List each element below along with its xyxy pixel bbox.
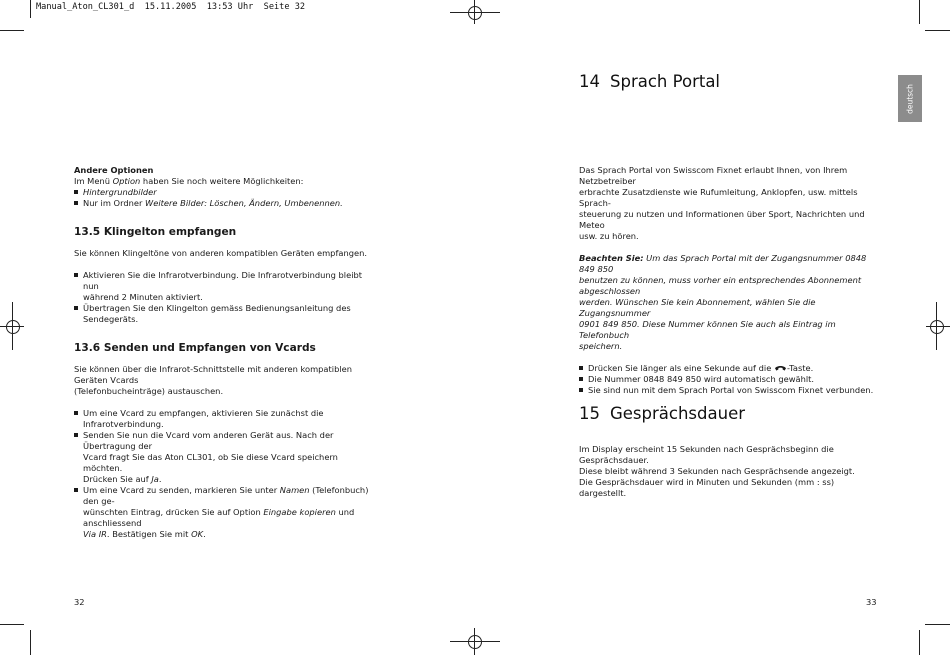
- list-item: Nur im Ordner Weitere Bilder: Löschen, Ändern, Umbenennen.: [74, 198, 379, 209]
- registration-line: [926, 326, 950, 327]
- right-page: [579, 165, 879, 396]
- list-item: Um eine Vcard zu senden, markieren Sie unter Namen (Telefonbuch) den ge- wünschten Eintrag, drücken Sie auf Option Eingabe kopieren und anschliessend Via IR. Bestätigen Sie mit OK.: [74, 485, 379, 540]
- section-13-5-heading: 13.5 Klingelton empfangen: [74, 226, 237, 238]
- registration-mark-icon: [930, 320, 944, 334]
- registration-line: [450, 641, 500, 642]
- sprach-portal-intro: Das Sprach Portal von Swisscom Fixnet erlaubt Ihnen, von Ihrem Netzbetreiber erbrachte Zusatzdienste wie Rufumleitung, Anklopfen, usw. mittels Sprach- steuerung zu nutzen und Informationen über Sport, Nachrichten und Meteo usw. zu hören.: [579, 165, 865, 241]
- section-13-6-list: [74, 408, 379, 540]
- language-tab-label: deutsch: [905, 83, 915, 114]
- list-item: Drücken Sie länger als eine Sekunde auf die -Taste.: [579, 363, 879, 374]
- list-item: Hintergrundbilder: [74, 187, 379, 198]
- crop-mark: [919, 0, 920, 24]
- language-tab: [898, 75, 922, 122]
- chapter-number: 14: [579, 72, 600, 91]
- andere-optionen-heading: Andere Optionen: [74, 165, 154, 175]
- registration-mark-icon: [468, 6, 482, 20]
- crop-mark: [0, 30, 24, 31]
- section-13-6-intro: Sie können über die Infrarot-Schnittstelle mit anderen kompatiblen Geräten Vcards (Telefonbucheinträge) austauschen.: [74, 364, 353, 396]
- gespraechsdauer-paragraph: Im Display erscheint 15 Sekunden nach Gesprächsbeginn die Gesprächsdauer. Diese bleibt während 3 Sekunden nach Gesprächsende angezeigt. Die Gesprächsdauer wird in Minuten und Sekunden (mm : ss) dargestellt.: [579, 444, 855, 498]
- registration-line: [936, 302, 937, 350]
- chapter-14-heading: [579, 72, 720, 92]
- note-label: Beachten Sie:: [579, 253, 644, 263]
- list-item: Senden Sie nun die Vcard vom anderen Gerät aus. Nach der Übertragung der Vcard fragt Sie das Aton CL301, ob Sie diese Vcard speichern möchten. Drücken Sie auf Ja.: [74, 430, 379, 485]
- crop-mark: [925, 624, 950, 625]
- list-item: Sie sind nun mit dem Sprach Portal von Swisscom Fixnet verbunden.: [579, 385, 879, 396]
- registration-line: [450, 12, 500, 13]
- crop-mark: [30, 630, 31, 655]
- registration-mark-icon: [468, 635, 482, 649]
- crop-mark: [925, 30, 950, 31]
- crop-mark: [30, 0, 31, 18]
- phone-call-key-icon: [774, 364, 787, 371]
- registration-line: [474, 628, 475, 655]
- section-13-5-intro: Sie können Klingeltöne von anderen kompatiblen Geräten empfangen.: [74, 248, 367, 258]
- chapter-15-heading: [579, 404, 745, 424]
- registration-line: [12, 302, 13, 350]
- chapter-title: Gesprächsdauer: [610, 404, 746, 423]
- crop-mark: [0, 624, 24, 625]
- chapter-number: 15: [579, 404, 600, 423]
- gespraechsdauer-text: [579, 444, 879, 499]
- list-item: Übertragen Sie den Klingelton gemäss Bedienungsanleitung des Sendegeräts.: [74, 303, 379, 325]
- chapter-title: Sprach Portal: [610, 72, 721, 91]
- andere-optionen-list: [74, 187, 379, 209]
- left-page: [74, 165, 379, 540]
- section-13-6-heading: 13.6 Senden und Empfangen von Vcards: [74, 342, 316, 354]
- note-paragraph: Beachten Sie: Um das Sprach Portal mit der Zugangsnummer 0848 849 850 benutzen zu können, muss vorher ein entsprechendes Abonnement abgeschlossen werden. Wünschen Sie kein Abonnement, wählen Sie die Zugangsnummer 0901 849 850. Diese Nummer können Sie auch als Eintrag im Telefonbuch speichern.: [579, 253, 867, 351]
- list-item: Aktivieren Sie die Infrarotverbindung. Die Infrarotverbindung bleibt nun während 2 Minuten aktiviert.: [74, 270, 379, 303]
- page-number-left: 32: [74, 597, 85, 607]
- registration-line: [474, 0, 475, 24]
- section-13-5-list: [74, 270, 379, 325]
- list-item: Die Nummer 0848 849 850 wird automatisch gewählt.: [579, 374, 879, 385]
- list-item: Um eine Vcard zu empfangen, aktivieren Sie zunächst die Infrarotverbindung.: [74, 408, 379, 430]
- sprach-portal-list: [579, 363, 879, 396]
- andere-optionen-intro: Im Menü Option haben Sie noch weitere Möglichkeiten:: [74, 176, 304, 186]
- page-number-right: 33: [866, 597, 877, 607]
- registration-mark-icon: [6, 320, 20, 334]
- print-header: Manual_Aton_CL301_d 15.11.2005 13:53 Uhr Seite 32: [36, 2, 306, 12]
- crop-mark: [919, 630, 920, 655]
